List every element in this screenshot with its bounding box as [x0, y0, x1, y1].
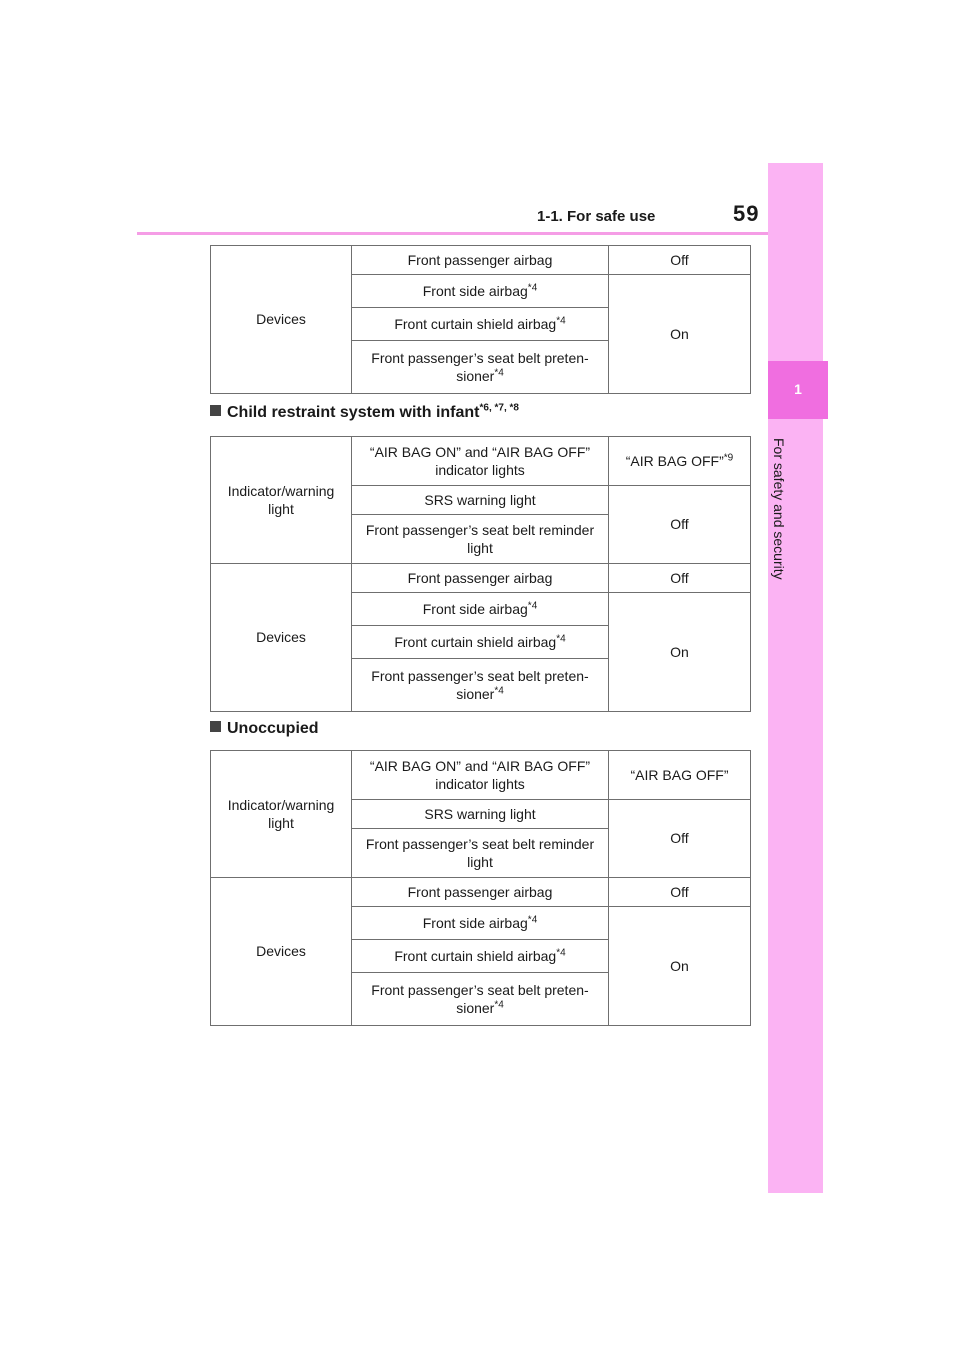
square-bullet-icon	[210, 405, 221, 416]
footnote-mark: *4	[556, 632, 566, 644]
airbag-indicator-lights-state: “AIR BAG OFF”	[609, 751, 751, 800]
srs-warning-light-label: SRS warning light	[352, 800, 609, 829]
footnote-mark: *4	[527, 281, 538, 293]
devices-label: Devices	[211, 564, 352, 712]
chapter-title-vertical	[771, 438, 806, 628]
front-side-airbag-label: Front side airbag$^{*4}$	[352, 907, 609, 940]
front-passenger-airbag-state: Off	[609, 246, 751, 275]
header-divider	[137, 232, 768, 235]
seatbelt-reminder-label: Front passenger’s seat belt reminder light	[352, 515, 609, 564]
infant-table	[210, 436, 751, 712]
chapter-number-badge	[768, 361, 828, 419]
warning-lights-state: Off	[609, 486, 751, 564]
footnote-mark: *4	[527, 599, 538, 611]
page-number: 59	[733, 201, 760, 226]
devices-label: Devices	[211, 246, 352, 394]
front-passenger-airbag-state: Off	[609, 564, 751, 593]
front-curtain-airbag-label: Front curtain shield airbag$^{*4}$	[352, 308, 609, 341]
section-heading-infant: Child restraint system with infant$^{*6, *7, *8}$	[210, 404, 519, 422]
footnote-mark: *4	[494, 366, 504, 378]
devices-on-state: On	[609, 275, 751, 394]
front-passenger-airbag-label: Front passenger airbag	[352, 246, 609, 275]
front-curtain-airbag-label: Front curtain shield airbag$^{*4}$	[352, 940, 609, 973]
indicator-label: Indicator/warning light	[211, 751, 352, 878]
devices-on-state: On	[609, 593, 751, 712]
chapter-number: 1	[794, 381, 802, 397]
chapter-title: For safety and security	[771, 438, 787, 580]
devices-table-continued	[210, 245, 751, 394]
section-heading-unoccupied: Unoccupied	[210, 720, 319, 738]
square-bullet-icon	[210, 721, 221, 732]
pretensioner-label: Front passenger’s seat belt preten- sioner$^{*4}$	[352, 341, 609, 394]
unoccupied-table	[210, 750, 751, 1026]
front-curtain-airbag-label: Front curtain shield airbag$^{*4}$	[352, 626, 609, 659]
seatbelt-reminder-label: Front passenger’s seat belt reminder light	[352, 829, 609, 878]
indicator-label: Indicator/warning light	[211, 437, 352, 564]
front-side-airbag-label: Front side airbag$^{*4}$	[352, 275, 609, 308]
footnote-mark: *9	[723, 451, 734, 463]
devices-label: Devices	[211, 878, 352, 1026]
front-passenger-airbag-state: Off	[609, 878, 751, 907]
warning-lights-state: Off	[609, 800, 751, 878]
srs-warning-light-label: SRS warning light	[352, 486, 609, 515]
devices-on-state: On	[609, 907, 751, 1026]
airbag-indicator-lights-label: “AIR BAG ON” and “AIR BAG OFF” indicator lights	[352, 751, 609, 800]
chapter-side-tab	[768, 163, 823, 1193]
footnote-mark: *4	[494, 998, 504, 1010]
section-title: 1-1. For safe use	[537, 208, 656, 225]
front-passenger-airbag-label: Front passenger airbag	[352, 878, 609, 907]
airbag-indicator-lights-label: “AIR BAG ON” and “AIR BAG OFF” indicator lights	[352, 437, 609, 486]
footnote-mark: *4	[494, 684, 504, 696]
airbag-indicator-lights-state: “AIR BAG OFF”$^{*9}$	[609, 437, 751, 486]
pretensioner-label: Front passenger’s seat belt preten- sioner$^{*4}$	[352, 973, 609, 1026]
footnote-mark: *4	[527, 913, 538, 925]
footnote-mark: *4	[556, 314, 566, 326]
pretensioner-label: Front passenger’s seat belt preten- sioner$^{*4}$	[352, 659, 609, 712]
front-side-airbag-label: Front side airbag$^{*4}$	[352, 593, 609, 626]
footnote-mark: *4	[556, 946, 566, 958]
footnote-marks: *6, *7, *8	[479, 402, 519, 414]
front-passenger-airbag-label: Front passenger airbag	[352, 564, 609, 593]
